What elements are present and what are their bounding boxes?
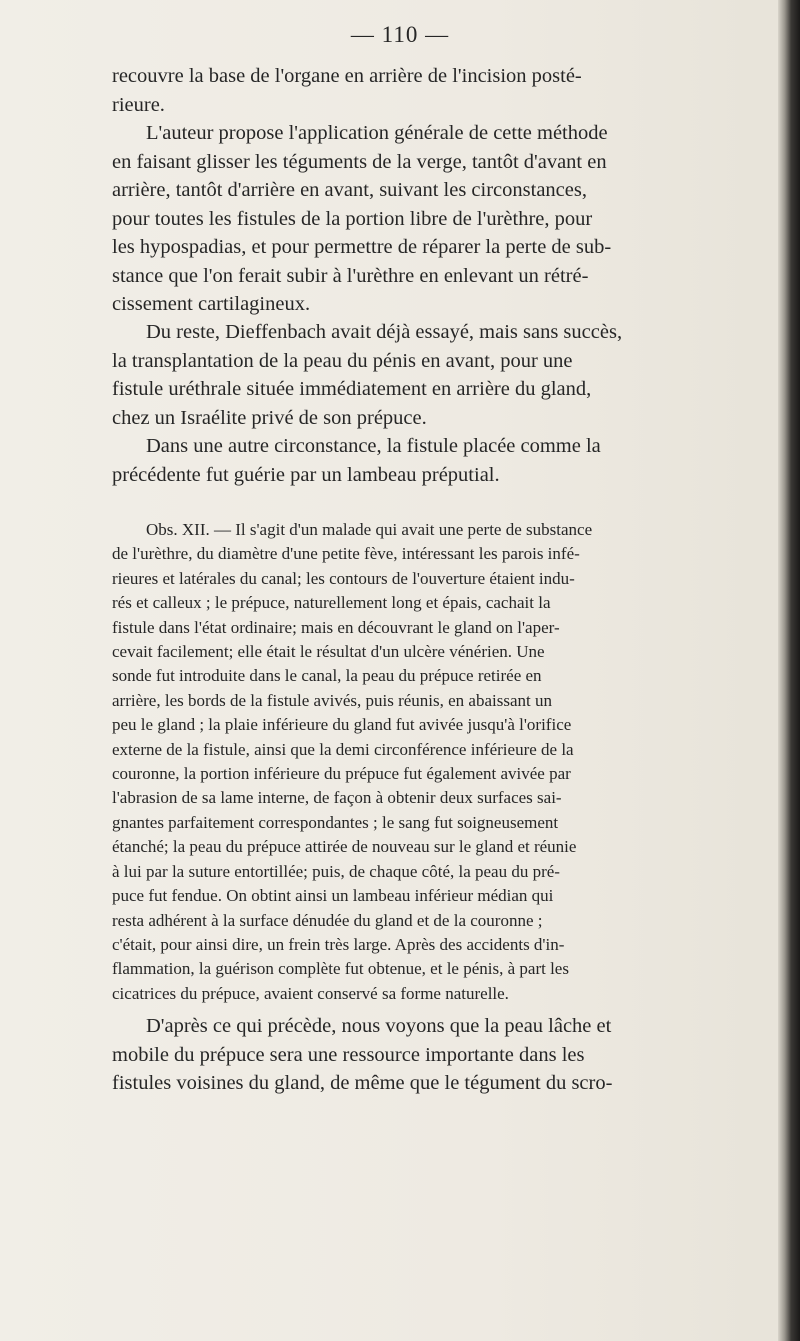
- text-line: de l'urèthre, du diamètre d'une petite fève, intéressant les parois infé-: [112, 544, 580, 564]
- text-line: recouvre la base de l'organe en arrière de l'incision posté-: [112, 65, 582, 87]
- text-line: étanché; la peau du prépuce attirée de nouveau sur le gland et réunie: [112, 837, 577, 857]
- text-line: rieures et latérales du canal; les contours de l'ouverture étaient indu-: [112, 568, 575, 588]
- text-line: à lui par la suture entortillée; puis, de chaque côté, la peau du pré-: [112, 861, 560, 881]
- paragraph-2: [112, 119, 732, 319]
- text-line: chez un Israélite privé de son prépuce.: [112, 406, 427, 429]
- paragraph-final: [112, 1012, 732, 1098]
- text-line: Du reste, Dieffenbach avait déjà essayé, mais sans succès,: [146, 321, 623, 343]
- text-line: flammation, la guérison complète fut obtenue, et le pénis, à part les: [112, 959, 569, 979]
- text-line: pour toutes les fistules de la portion libre de l'urèthre, pour: [112, 207, 593, 230]
- text-line: la transplantation de la peau du pénis en avant, pour une: [112, 349, 573, 372]
- text-line: externe de la fistule, ainsi que la demi circonférence inférieure de la: [112, 739, 574, 759]
- text-line: précédente fut guérie par un lambeau préputial.: [112, 463, 500, 486]
- text-line: gnantes parfaitement correspondantes ; le sang fut soigneusement: [112, 812, 559, 832]
- text-line: arrière, les bords de la fistule avivés, puis réunis, en abaissant un: [112, 690, 552, 710]
- text-line: cevait facilement; elle était le résultat d'un ulcère vénérien. Une: [112, 642, 545, 662]
- text-line: fistule uréthrale située immédiatement en arrière du gland,: [112, 378, 592, 400]
- text-line: stance que l'on ferait subir à l'urèthre en enlevant un rétré-: [112, 264, 589, 287]
- text-line: l'abrasion de sa lame interne, de façon à obtenir deux surfaces sai-: [112, 788, 562, 808]
- text-line: peu le gland ; la plaie inférieure du gland fut avivée jusqu'à l'orifice: [112, 715, 572, 735]
- text-line: fistule dans l'état ordinaire; mais en découvrant le gland on l'aper-: [112, 617, 560, 637]
- text-line: mobile du prépuce sera une ressource importante dans les: [112, 1043, 585, 1066]
- text-line: arrière, tantôt d'arrière en avant, suivant les circonstances,: [112, 179, 587, 201]
- text-line: rés et calleux ; le prépuce, naturellement long et épais, cachait la: [112, 593, 551, 613]
- text-line: L'auteur propose l'application générale de cette méthode: [146, 122, 608, 144]
- text-line: les hypospadias, et pour permettre de réparer la perte de sub-: [112, 236, 612, 258]
- text-line: en faisant glisser les téguments de la verge, tantôt d'avant en: [112, 150, 607, 173]
- page-number: — 110 —: [350, 22, 450, 47]
- text-line: Dans une autre circonstance, la fistule placée comme la: [146, 435, 601, 457]
- paragraph-4: [112, 432, 732, 489]
- paragraph-1: [112, 62, 732, 119]
- observation-xii: [112, 518, 732, 1006]
- text-line: D'après ce qui précède, nous voyons que la peau lâche et: [146, 1015, 612, 1037]
- text-line: resta adhérent à la surface dénudée du gland et de la couronne ;: [112, 910, 543, 930]
- text-line: rieure.: [112, 93, 165, 116]
- text-line: sonde fut introduite dans le canal, la peau du prépuce retirée en: [112, 666, 542, 686]
- text-line: puce fut fendue. On obtint ainsi un lambeau inférieur médian qui: [112, 886, 554, 906]
- text-line: cissement cartilagineux.: [112, 293, 311, 315]
- paragraph-3: [112, 318, 732, 432]
- text-line: Obs. XII. — Il s'agit d'un malade qui avait une perte de substance: [146, 520, 593, 539]
- book-spine-shadow: [778, 0, 800, 1341]
- text-line: cicatrices du prépuce, avaient conservé sa forme naturelle.: [112, 983, 509, 1003]
- text-line: fistules voisines du gland, de même que le tégument du scro-: [112, 1072, 613, 1094]
- text-line: c'était, pour ainsi dire, un frein très large. Après des accidents d'in-: [112, 934, 565, 954]
- text-line: couronne, la portion inférieure du prépuce fut également avivée par: [112, 764, 571, 784]
